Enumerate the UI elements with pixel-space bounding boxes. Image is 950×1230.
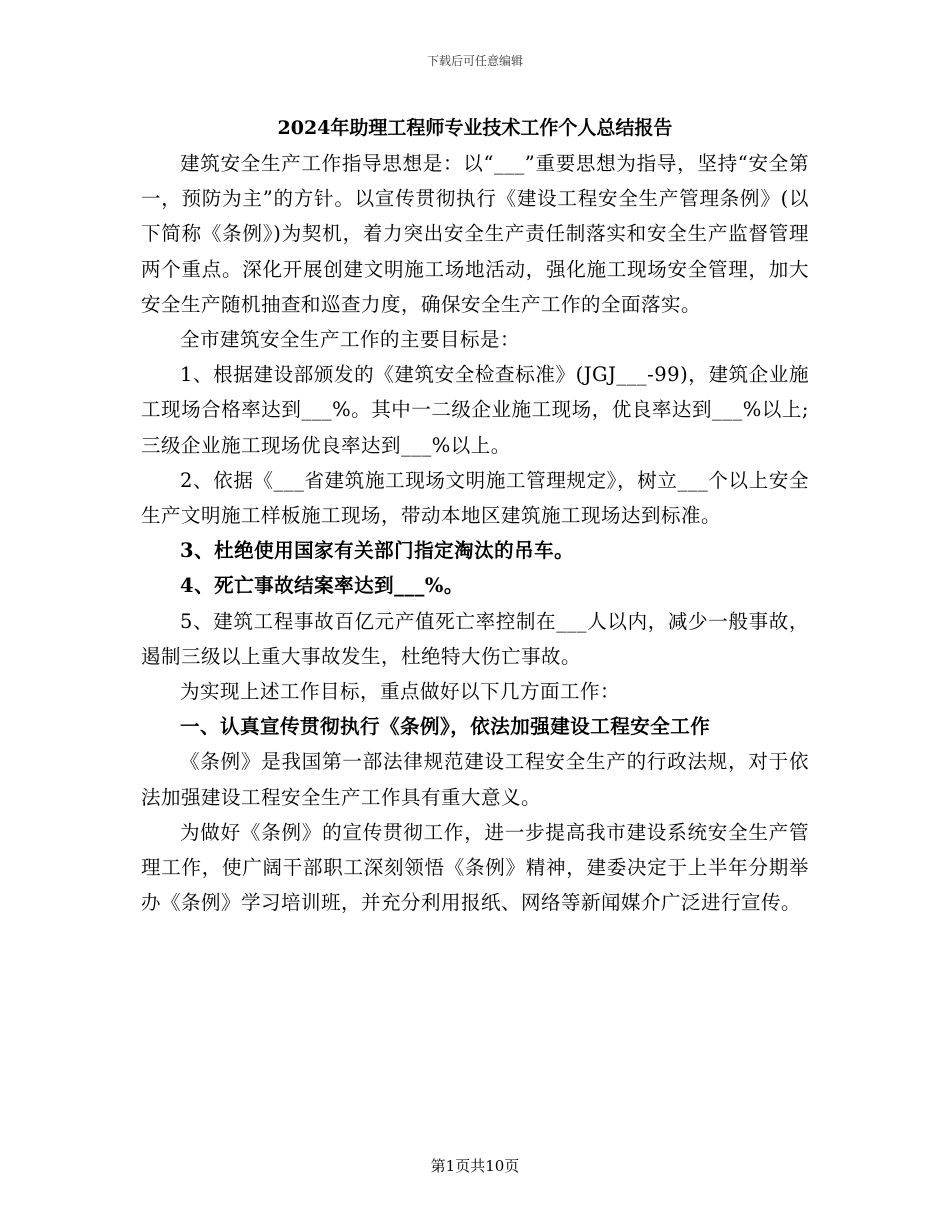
paragraph-goal-5: 5、建筑工程事故百亿元产值死亡率控制在___人以内，减少一般事故，遏制三级以上重大事故发生，杜绝特大伤亡事故。 — [141, 609, 809, 668]
paragraph-goal-3: 3、杜绝使用国家有关部门指定淘汰的吊车。 — [180, 539, 575, 563]
paragraph-publicity-training: 为做好《条例》的宣传贯彻工作，进一步提高我市建设系统安全生产管理工作，使广阔干部职工深刻领悟《条例》精神，建委决定于上半年分期举办《条例》学习培训班，并充分利用报纸、网络等新闻媒介广泛进行宣传。 — [141, 820, 809, 915]
paragraph-goal-1: 1、根据建设部颁发的《建筑安全检查标准》(JGJ___-99)，建筑企业施工现场合格率达到___%。其中一二级企业施工现场，优良率达到___%以上;三级企业施工现场优良率达到___%以上。 — [141, 363, 809, 457]
paragraph-goal-4: 4、死亡事故结案率达到___%。 — [180, 574, 464, 598]
paragraph-guiding-principle: 建筑安全生产工作指导思想是：以“___”重要思想为指导，坚持“安全第一，预防为主”的方针。以宣传贯彻执行《建设工程安全生产管理条例》(以下简称《条例》)为契机，着力突出安全生产责任制落实和安全生产监督管理两个重点。深化开展创建文明施工场地活动，强化施工现场安全管理，加大安全生产随机抽查和巡查力度，确保安全生产工作的全面落实。 — [141, 152, 809, 316]
header-note: 下载后可任意编辑 — [426, 54, 523, 68]
document-title: 2024年助理工程师专业技术工作个人总结报告 — [277, 117, 673, 139]
paragraph-main-goals-intro: 全市建筑安全生产工作的主要目标是： — [180, 328, 521, 352]
paragraph-regulation-significance: 《条例》是我国第一部法律规范建设工程安全生产的行政法规，对于依法加强建设工程安全生产工作具有重大意义。 — [141, 750, 809, 809]
page-number-footer: 第1页共10页 — [430, 1157, 520, 1175]
paragraph-goal-2: 2、依据《___省建筑施工现场文明施工管理规定》，树立___个以上安全生产文明施工样板施工现场，带动本地区建筑施工现场达到标准。 — [141, 468, 809, 528]
paragraph-work-intro: 为实现上述工作目标，重点做好以下几方面工作： — [180, 680, 621, 704]
document-body — [141, 146, 809, 920]
section-heading-1: 一、认真宣传贯彻执行《条例》，依法加强建设工程安全工作 — [180, 715, 711, 739]
